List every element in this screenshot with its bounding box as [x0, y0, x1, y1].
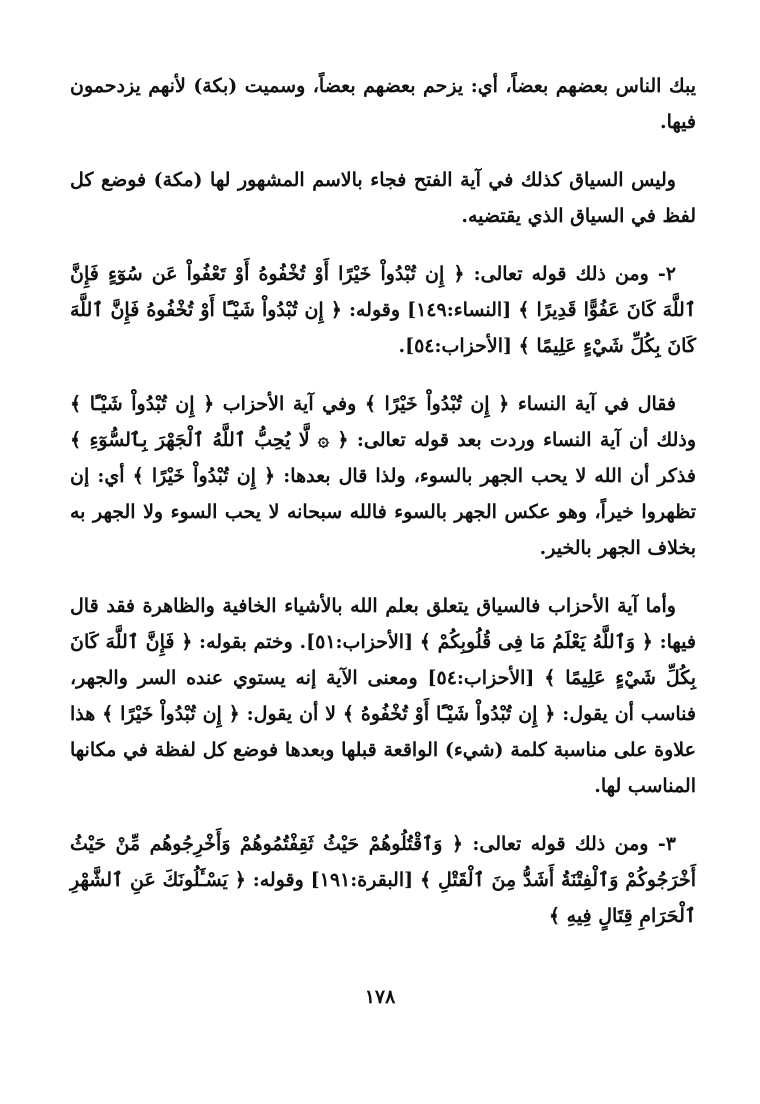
paragraph: ٢- ومن ذلك قوله تعالى: ﴿ إِن تُبْدُواْ خَيْرًا أَوْ تُخْفُوهُ أَوْ تَعْفُواْ عَن سُوٓءٍ فَإِنَّ ٱللَّهَ كَانَ عَفُوًّا قَدِيرًا ﴾ [النساء:١٤٩] وقوله: ﴿ إِن تُبْدُواْ شَيْـًٔا أَوْ تُخْفُوهُ فَإِنَّ ٱللَّهَ كَانَ بِكُلِّ شَيْءٍ عَلِيمًا ﴾ [الأحزاب:٥٤].	[70, 263, 696, 357]
paragraph: وليس السياق كذلك في آية الفتح فجاء بالاسم المشهور لها (مكة) فوضع كل لفظ في السياق الذي يقتضيه.	[70, 169, 696, 227]
page-body	[70, 68, 696, 956]
page-number: ١٧٨	[364, 986, 396, 1008]
paragraph: فقال في آية النساء ﴿ إِن تُبْدُواْ خَيْرًا ﴾ وفي آية الأحزاب ﴿ إِن تُبْدُواْ شَيْـًٔا ﴾ وذلك أن آية النساء وردت بعد قوله تعالى: ﴿ ۞ لَّا يُحِبُّ ٱللَّهُ ٱلْجَهْرَ بِٱلسُّوٓءِ ﴾ فذكر أن الله لا يحب الجهر بالسوء، ولذا قال بعدها: ﴿ إِن تُبْدُواْ خَيْرًا ﴾ أي: إن تظهروا خيراً، وهو عكس الجهر بالسوء فالله سبحانه لا يحب السوء ولا الجهر به بخلاف الجهر بالخير.	[70, 393, 696, 559]
paragraph: ٣- ومن ذلك قوله تعالى: ﴿ وَٱقْتُلُوهُمْ حَيْثُ ثَقِفْتُمُوهُمْ وَأَخْرِجُوهُم مِّنْ حَيْثُ أَخْرَجُوكُمْ وَٱلْفِتْنَةُ أَشَدُّ مِنَ ٱلْقَتْلِ ﴾ [البقرة:١٩١] وقوله: ﴿ يَسْـَٔلُونَكَ عَنِ ٱلشَّهْرِ ٱلْحَرَامِ قِتَالٍ فِيهِ ﴾	[70, 833, 696, 927]
paragraph: وأما آية الأحزاب فالسياق يتعلق بعلم الله بالأشياء الخافية والظاهرة فقد قال فيها: ﴿ وَٱللَّهُ يَعْلَمُ مَا فِى قُلُوبِكُمْ ﴾ [الأحزاب:٥١]. وختم بقوله: ﴿ فَإِنَّ ٱللَّهَ كَانَ بِكُلِّ شَيْءٍ عَلِيمًا ﴾ [الأحزاب:٥٤] ومعنى الآية إنه يستوي عنده السر والجهر، فناسب أن يقول: ﴿ إِن تُبْدُواْ شَيْـًٔا أَوْ تُخْفُوهُ ﴾ لا أن يقول: ﴿ إِن تُبْدُواْ خَيْرًا ﴾ هذا علاوة على مناسبة كلمة (شيء) الواقعة قبلها وبعدها فوضع كل لفظة في مكانها المناسب لها.	[70, 595, 696, 797]
paragraph: يبك الناس بعضهم بعضاً، أي: يزحم بعضهم بعضاً، وسميت (بكة) لأنهم يزدحمون فيها.	[70, 75, 696, 133]
